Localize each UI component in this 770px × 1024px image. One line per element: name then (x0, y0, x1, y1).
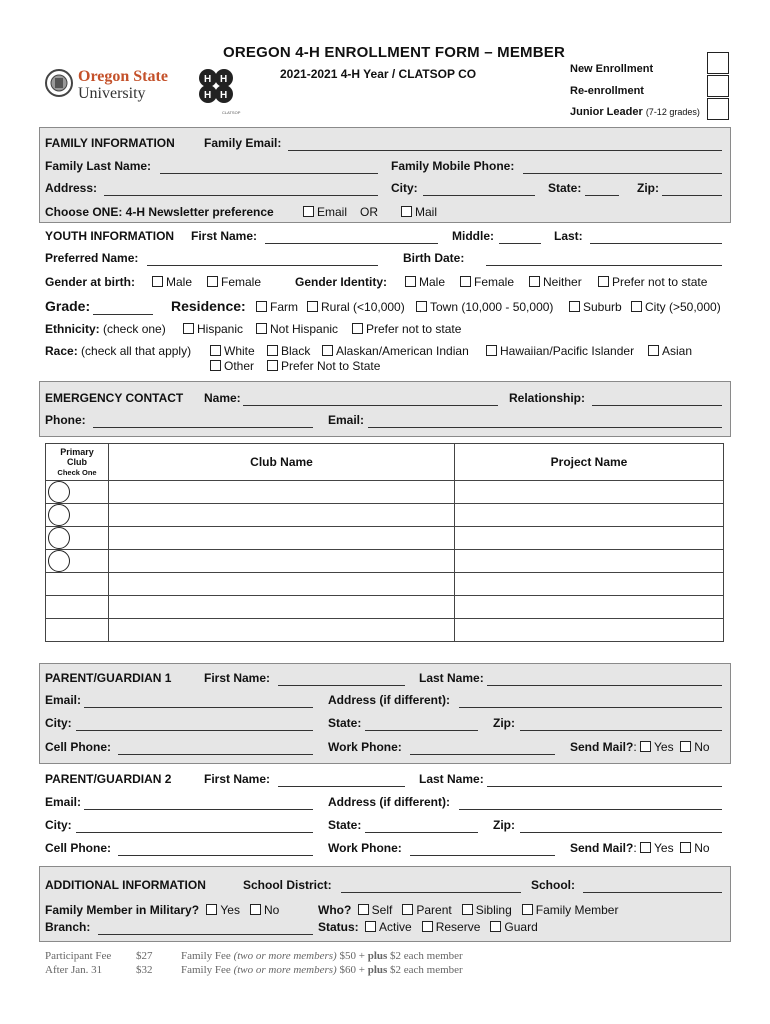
parent1-zip-field[interactable] (520, 720, 722, 731)
svg-text:H: H (220, 74, 228, 85)
gender-birth-male-checkbox[interactable] (152, 276, 163, 287)
parent2-send-mail-no-checkbox[interactable] (680, 842, 691, 853)
emergency-phone-label: Phone: (45, 413, 86, 427)
parent2-send-mail-no-text: No (694, 841, 710, 855)
club-table-header (46, 444, 724, 481)
emergency-name-field[interactable] (243, 395, 498, 406)
gender-identity-neither-option[interactable] (529, 275, 582, 289)
family-email-field[interactable] (288, 140, 722, 151)
svg-text:H: H (220, 90, 228, 101)
emergency-email-label: Email: (328, 413, 365, 427)
race-other-text: Other (224, 359, 255, 373)
race-alaskan-checkbox[interactable] (322, 345, 333, 356)
family-last-name-label: Family Last Name: (45, 159, 152, 173)
race-black-text: Black (281, 344, 311, 358)
ethnicity-not-hispanic-checkbox[interactable] (256, 323, 267, 334)
emergency-name-label: Name: (204, 391, 241, 405)
gender-birth-male-text: Male (166, 275, 193, 289)
junior-leader-note: (7-12 grades) (645, 107, 700, 117)
gender-identity-label: Gender Identity: (295, 275, 388, 289)
newsletter-mail-checkbox[interactable] (401, 206, 412, 217)
gender-identity-neither-text: Neither (543, 275, 582, 289)
primary-cell (46, 481, 109, 504)
gender-birth-female-checkbox[interactable] (207, 276, 218, 287)
participant-fee-label: Participant Fee (45, 950, 112, 962)
family-fee-note-1: (two or more members) (233, 950, 337, 962)
parent2-work-field[interactable] (410, 845, 555, 856)
primary-club-radio[interactable] (48, 481, 70, 503)
parent2-state-field[interactable] (365, 822, 478, 833)
residence-label: Residence: (171, 298, 246, 314)
race-hint: (check all that apply) (81, 344, 192, 358)
residence-city-option[interactable] (631, 300, 721, 314)
primary-cell (46, 504, 109, 527)
youth-first-field[interactable] (265, 233, 438, 244)
parent1-send-mail-no-checkbox[interactable] (680, 741, 691, 752)
race-black-checkbox[interactable] (267, 345, 278, 356)
race-white-checkbox[interactable] (210, 345, 221, 356)
status-reserve-text: Reserve (435, 920, 481, 934)
family-fee-amount-2: $60 + (339, 964, 365, 976)
ethnicity-hispanic-option[interactable] (183, 322, 243, 336)
parent2-send-mail: Send Mail?: Yes No (570, 841, 710, 855)
grade-label: Grade: (45, 298, 91, 314)
residence-town-text: Town (10,000 - 50,000) (430, 300, 554, 314)
project-name-cell[interactable] (455, 596, 724, 619)
family-fee-amount-1: $50 + (339, 950, 365, 962)
club-name-cell[interactable] (109, 481, 455, 504)
newsletter-email-text: Email (317, 205, 348, 219)
residence-suburb-option[interactable] (569, 300, 622, 314)
family-state-label: State: (548, 181, 582, 195)
primary-club-header (46, 444, 109, 481)
race-white-option[interactable] (210, 344, 255, 358)
emergency-section (39, 381, 731, 437)
parent2-first-label: First Name: (204, 772, 271, 786)
family-fee-each-1: $2 each member (390, 950, 463, 962)
military-yes-text: Yes (220, 903, 240, 917)
residence-town-checkbox[interactable] (416, 301, 427, 312)
four-h-clover-icon (194, 66, 238, 112)
family-fee-each-2: $2 each member (390, 964, 463, 976)
primary-header-line3: Check One (57, 467, 97, 477)
club-name-cell[interactable] (109, 527, 455, 550)
military-label: Family Member in Military? (45, 903, 200, 917)
ethnicity-hispanic-checkbox[interactable] (183, 323, 194, 334)
youth-middle-field[interactable] (499, 233, 541, 244)
race-white-text: White (224, 344, 255, 358)
family-city-field[interactable] (423, 185, 535, 196)
new-enrollment-checkbox[interactable] (707, 52, 729, 74)
who-label: Who? (318, 903, 352, 917)
project-name-cell[interactable] (455, 481, 724, 504)
ethnicity-prefer-not-option[interactable] (352, 322, 461, 336)
family-mobile-label: Family Mobile Phone: (391, 159, 515, 173)
parent2-zip-label: Zip: (493, 818, 515, 832)
race-asian-checkbox[interactable] (648, 345, 659, 356)
project-name-cell[interactable] (455, 550, 724, 573)
newsletter-email-option[interactable] (303, 205, 347, 219)
who-row (318, 903, 618, 917)
parent2-last-field[interactable] (487, 776, 722, 787)
residence-town-option[interactable] (416, 300, 553, 314)
form-subtitle: 2021-2021 4-H Year / CLATSOP CO (280, 67, 477, 81)
race-hawaiian-option[interactable] (486, 344, 634, 358)
status-guard-checkbox[interactable] (490, 921, 501, 932)
osu-name-line2: University (78, 85, 146, 102)
emergency-email-field[interactable] (368, 417, 722, 428)
residence-rural-checkbox[interactable] (307, 301, 318, 312)
parent1-send-mail-label: Send Mail? (570, 740, 634, 754)
ethnicity-prefer-not-checkbox[interactable] (352, 323, 363, 334)
club-name-cell[interactable] (109, 573, 455, 596)
emergency-phone-field[interactable] (93, 417, 313, 428)
gender-identity-prefer-not-text: Prefer not to state (612, 275, 708, 289)
residence-city-checkbox[interactable] (631, 301, 642, 312)
club-name-header: Club Name (109, 444, 455, 481)
residence-farm-checkbox[interactable] (256, 301, 267, 312)
after-jan-amount: $32 (136, 964, 153, 976)
status-guard-text: Guard (504, 920, 538, 934)
gender-identity-female-text: Female (474, 275, 515, 289)
status-reserve-checkbox[interactable] (422, 921, 433, 932)
parent1-first-field[interactable] (278, 675, 405, 686)
parent1-work-label: Work Phone: (328, 740, 402, 754)
parent2-city-field[interactable] (76, 822, 313, 833)
primary-club-radio[interactable] (48, 527, 70, 549)
who-self-checkbox[interactable] (358, 904, 369, 915)
gender-birth-female-text: Female (221, 275, 262, 289)
parent1-city-field[interactable] (76, 720, 313, 731)
family-city-label: City: (391, 181, 418, 195)
who-family-member-text: Family Member (535, 903, 619, 917)
family-address-field[interactable] (104, 185, 378, 196)
parent1-city-label: City: (45, 716, 72, 730)
race-other-checkbox[interactable] (210, 360, 221, 371)
preferred-name-label: Preferred Name: (45, 251, 139, 265)
emergency-heading: EMERGENCY CONTACT (45, 391, 184, 405)
who-family-member-checkbox[interactable] (522, 904, 533, 915)
primary-cell (46, 619, 109, 642)
newsletter-email-checkbox[interactable] (303, 206, 314, 217)
family-fee-plus-2: plus (367, 964, 388, 976)
project-name-cell[interactable] (455, 527, 724, 550)
parent2-cell-label: Cell Phone: (45, 841, 112, 855)
family-address-label: Address: (45, 181, 98, 195)
parent2-address-field[interactable] (459, 799, 722, 810)
table-row (46, 573, 724, 596)
osu-seal-icon (44, 66, 74, 102)
parent1-send-mail: Send Mail?: Yes No (570, 740, 710, 754)
birth-date-label: Birth Date: (403, 251, 465, 265)
club-name-cell[interactable] (109, 550, 455, 573)
newsletter-label: Choose ONE: 4-H Newsletter preference (45, 205, 274, 219)
residence-city-text: City (>50,000) (645, 300, 721, 314)
parent1-state-label: State: (328, 716, 362, 730)
race-other-option[interactable] (210, 359, 254, 373)
family-fee-label-2: Family Fee (181, 964, 231, 976)
gender-identity-female-option[interactable] (460, 275, 514, 289)
status-label: Status: (318, 920, 359, 934)
grade-field[interactable] (93, 304, 153, 315)
table-row (46, 481, 724, 504)
parent2-send-mail-yes-checkbox[interactable] (640, 842, 651, 853)
re-enrollment-label: Re-enrollment (570, 85, 644, 97)
parent1-heading: PARENT/GUARDIAN 1 (45, 671, 172, 685)
primary-club-radio[interactable] (48, 504, 70, 526)
youth-info-heading: YOUTH INFORMATION (45, 229, 175, 243)
parent2-zip-field[interactable] (520, 822, 722, 833)
birth-date-field[interactable] (486, 255, 722, 266)
race-asian-option[interactable] (648, 344, 692, 358)
who-self-text: Self (371, 903, 393, 917)
branch-field[interactable] (98, 924, 313, 935)
family-last-name-field[interactable] (160, 163, 378, 174)
primary-header-line2: Club (67, 456, 87, 467)
ethnicity-hint: (check one) (103, 322, 166, 336)
family-zip-field[interactable] (662, 185, 722, 196)
residence-suburb-text: Suburb (583, 300, 622, 314)
family-fee-line2 (181, 964, 463, 976)
residence-rural-option[interactable] (307, 300, 405, 314)
table-row (46, 550, 724, 573)
military-no-text: No (263, 903, 280, 917)
primary-header-line1: Primary (60, 446, 94, 457)
parent2-first-field[interactable] (278, 776, 405, 787)
ethnicity-prefer-not-text: Prefer not to state (366, 322, 462, 336)
family-fee-note-2: (two or more members) (233, 964, 337, 976)
form-title: OREGON 4-H ENROLLMENT FORM – MEMBER (223, 44, 566, 61)
gender-identity-male-checkbox[interactable] (405, 276, 416, 287)
residence-suburb-checkbox[interactable] (569, 301, 580, 312)
branch-label: Branch: (45, 920, 91, 934)
race-asian-text: Asian (662, 344, 693, 358)
youth-middle-label: Middle: (452, 229, 494, 243)
race-alaskan-text: Alaskan/American Indian (336, 344, 469, 358)
preferred-name-field[interactable] (147, 255, 378, 266)
parent2-city-label: City: (45, 818, 72, 832)
gender-identity-neither-checkbox[interactable] (529, 276, 540, 287)
gender-identity-female-checkbox[interactable] (460, 276, 471, 287)
table-row (46, 504, 724, 527)
parent1-email-field[interactable] (84, 697, 313, 708)
parent1-send-mail-yes-text: Yes (654, 740, 674, 754)
gender-birth-label: Gender at birth: (45, 275, 136, 289)
status-active-text: Active (379, 920, 412, 934)
parent1-send-mail-yes-checkbox[interactable] (640, 741, 651, 752)
newsletter-mail-option[interactable] (401, 205, 437, 219)
table-row (46, 527, 724, 550)
parent2-email-field[interactable] (84, 799, 313, 810)
race-prefer-not-checkbox[interactable] (267, 360, 278, 371)
junior-leader-checkbox[interactable] (707, 98, 729, 120)
clover-logo (194, 66, 241, 115)
family-fee-line1 (181, 950, 463, 962)
clover-caption: CLATSOP (222, 110, 241, 115)
gender-birth-male-option[interactable] (152, 275, 192, 289)
junior-leader-text: Junior Leader (570, 106, 643, 118)
residence-rural-text: Rural (<10,000) (321, 300, 405, 314)
status-row (318, 920, 538, 934)
newsletter-or: OR (360, 205, 378, 219)
race-hawaiian-checkbox[interactable] (486, 345, 497, 356)
project-name-cell[interactable] (455, 619, 724, 642)
emergency-relationship-label: Relationship: (509, 391, 586, 405)
ethnicity-not-hispanic-option[interactable] (256, 322, 338, 336)
school-label: School: (531, 878, 575, 892)
project-name-header: Project Name (455, 444, 724, 481)
race-prefer-not-option[interactable] (267, 359, 380, 373)
parent1-cell-label: Cell Phone: (45, 740, 112, 754)
parent2-state-label: State: (328, 818, 362, 832)
school-district-label: School District: (243, 878, 332, 892)
junior-leader-label (570, 106, 700, 118)
ethnicity-row (45, 322, 166, 336)
family-fee-label-1: Family Fee (181, 950, 231, 962)
after-jan-label: After Jan. 31 (45, 964, 103, 976)
youth-last-label: Last: (554, 229, 583, 243)
parent1-last-field[interactable] (487, 675, 722, 686)
parent1-state-field[interactable] (365, 720, 478, 731)
svg-text:H: H (204, 74, 212, 85)
emergency-relationship-field[interactable] (592, 395, 722, 406)
parent1-work-field[interactable] (410, 744, 555, 755)
gender-birth-female-option[interactable] (207, 275, 261, 289)
gender-identity-prefer-not-option[interactable] (598, 275, 707, 289)
project-name-cell[interactable] (455, 573, 724, 596)
gender-identity-male-text: Male (419, 275, 446, 289)
residence-farm-text: Farm (270, 300, 298, 314)
club-name-cell[interactable] (109, 619, 455, 642)
newsletter-mail-text: Mail (415, 205, 438, 219)
parent1-email-label: Email: (45, 693, 82, 707)
race-prefer-not-text: Prefer Not to State (281, 359, 381, 373)
gender-identity-prefer-not-checkbox[interactable] (598, 276, 609, 287)
who-parent-text: Parent (416, 903, 452, 917)
primary-cell (46, 527, 109, 550)
parent1-first-label: First Name: (204, 671, 271, 685)
race-row (45, 344, 191, 358)
parent1-address-field[interactable] (459, 697, 722, 708)
club-project-table (45, 443, 724, 642)
participant-fee-amount: $27 (136, 950, 153, 962)
family-info-heading: FAMILY INFORMATION (45, 136, 175, 150)
family-email-label: Family Email: (204, 136, 282, 150)
project-name-cell[interactable] (455, 504, 724, 527)
race-alaskan-option[interactable] (322, 344, 469, 358)
residence-farm-option[interactable] (256, 300, 298, 314)
who-sibling-text: Sibling (475, 903, 512, 917)
table-row (46, 619, 724, 642)
ethnicity-not-hispanic-text: Not Hispanic (270, 322, 339, 336)
parent1-zip-label: Zip: (493, 716, 515, 730)
parent2-cell-field[interactable] (118, 845, 313, 856)
parent1-last-label: Last Name: (419, 671, 484, 685)
race-hawaiian-text: Hawaiian/Pacific Islander (500, 344, 635, 358)
military-no-checkbox[interactable] (250, 904, 261, 915)
additional-info-heading: ADDITIONAL INFORMATION (45, 878, 206, 892)
gender-identity-male-option[interactable] (405, 275, 445, 289)
family-state-field[interactable] (585, 185, 619, 196)
primary-cell (46, 573, 109, 596)
parent1-address-label: Address (if different): (328, 693, 451, 707)
youth-last-field[interactable] (590, 233, 722, 244)
who-sibling-checkbox[interactable] (462, 904, 473, 915)
parent2-email-label: Email: (45, 795, 82, 809)
primary-club-radio[interactable] (48, 550, 70, 572)
school-district-field[interactable] (341, 882, 521, 893)
svg-text:H: H (204, 90, 212, 101)
race-label: Race: (45, 344, 78, 358)
ethnicity-hispanic-text: Hispanic (197, 322, 244, 336)
military-yes-checkbox[interactable] (206, 904, 217, 915)
new-enrollment-label: New Enrollment (570, 63, 654, 75)
who-parent-checkbox[interactable] (402, 904, 413, 915)
family-mobile-field[interactable] (523, 163, 722, 174)
primary-cell (46, 550, 109, 573)
military-row (45, 903, 279, 917)
school-field[interactable] (583, 882, 722, 893)
family-fee-plus-1: plus (367, 950, 388, 962)
primary-cell (46, 596, 109, 619)
parent1-cell-field[interactable] (118, 744, 313, 755)
parent2-work-label: Work Phone: (328, 841, 402, 855)
re-enrollment-checkbox[interactable] (707, 75, 729, 97)
youth-first-label: First Name: (191, 229, 258, 243)
club-name-cell[interactable] (109, 504, 455, 527)
parent2-address-label: Address (if different): (328, 795, 451, 809)
club-name-cell[interactable] (109, 596, 455, 619)
family-zip-label: Zip: (637, 181, 659, 195)
parent2-heading: PARENT/GUARDIAN 2 (45, 772, 172, 786)
table-row (46, 596, 724, 619)
status-active-checkbox[interactable] (365, 921, 376, 932)
parent2-send-mail-yes-text: Yes (654, 841, 674, 855)
parent1-send-mail-no-text: No (694, 740, 710, 754)
parent2-last-label: Last Name: (419, 772, 484, 786)
race-black-option[interactable] (267, 344, 310, 358)
osu-name-line1: Oregon State (78, 68, 168, 85)
ethnicity-label: Ethnicity: (45, 322, 100, 336)
parent2-send-mail-label: Send Mail? (570, 841, 634, 855)
